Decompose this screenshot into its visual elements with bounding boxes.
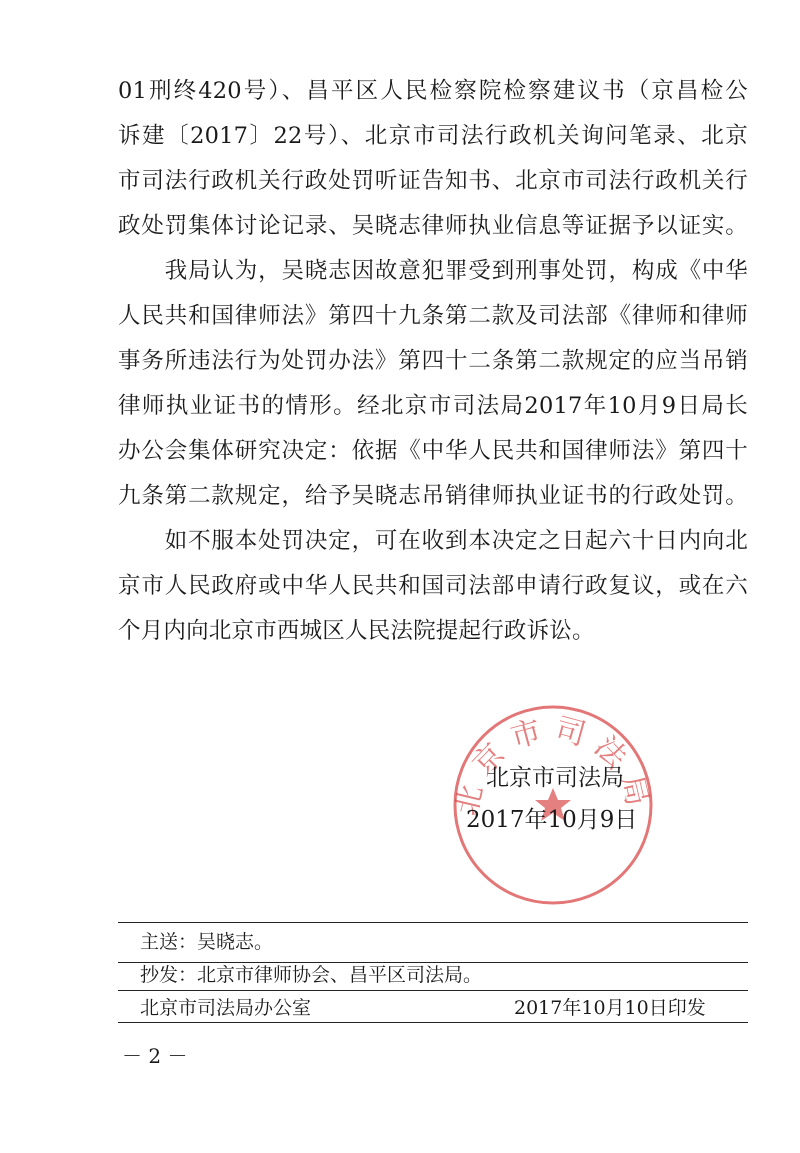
footer-rule-bottom xyxy=(118,1022,748,1023)
body-line-5: 我局认为，吴晓志因故意犯罪受到刑事处罚，构成《中华 xyxy=(118,258,748,284)
body-line-3: 市司法行政机关行政处罚听证告知书、北京市司法行政机关行 xyxy=(118,168,748,194)
body-line-7: 事务所违法行为处罚办法》第四十二条第二款规定的应当吊销 xyxy=(118,348,748,374)
body-line-1: 01刑终420号）、昌平区人民检察院检察建议书（京昌检公 xyxy=(118,78,748,104)
signature-date: 2017年10月9日 xyxy=(466,807,638,833)
body-line-2: 诉建〔2017〕22号）、北京市司法行政机关询问笔录、北京 xyxy=(118,123,748,149)
body-line-4: 政处罚集体讨论记录、吴晓志律师执业信息等证据予以证实。 xyxy=(118,213,748,239)
signature-org: 北京市司法局 xyxy=(486,765,624,791)
body-line-10: 九条第二款规定，给予吴晓志吊销律师执业证书的行政处罚。 xyxy=(118,483,748,509)
body-line-9: 办公会集体研究决定：依据《中华人民共和国律师法》第四十 xyxy=(118,438,748,464)
footer-office: 北京市司法局办公室 xyxy=(140,997,312,1019)
footer-print-date: 2017年10月10日印发 xyxy=(514,997,706,1019)
seal-text: 北京市司法局 xyxy=(449,711,657,819)
page-number: － 2 － xyxy=(122,1044,188,1068)
footer-rule-lower xyxy=(118,990,748,991)
footer-recipient: 主送：吴晓志。 xyxy=(140,931,274,953)
body-line-6: 人民共和国律师法》第四十九条第二款及司法部《律师和律师 xyxy=(118,303,748,329)
body-line-13: 个月内向北京市西城区人民法院提起行政诉讼。 xyxy=(118,618,595,644)
body-line-11: 如不服本处罚决定，可在收到本决定之日起六十日内向北 xyxy=(118,528,748,554)
footer-rule-top xyxy=(118,922,748,923)
body-line-12: 京市人民政府或中华人民共和国司法部申请行政复议，或在六 xyxy=(118,573,748,599)
footer-cc: 抄发：北京市律师协会、昌平区司法局。 xyxy=(140,964,483,986)
body-line-8: 律师执业证书的情形。经北京市司法局2017年10月9日局长 xyxy=(118,393,748,419)
